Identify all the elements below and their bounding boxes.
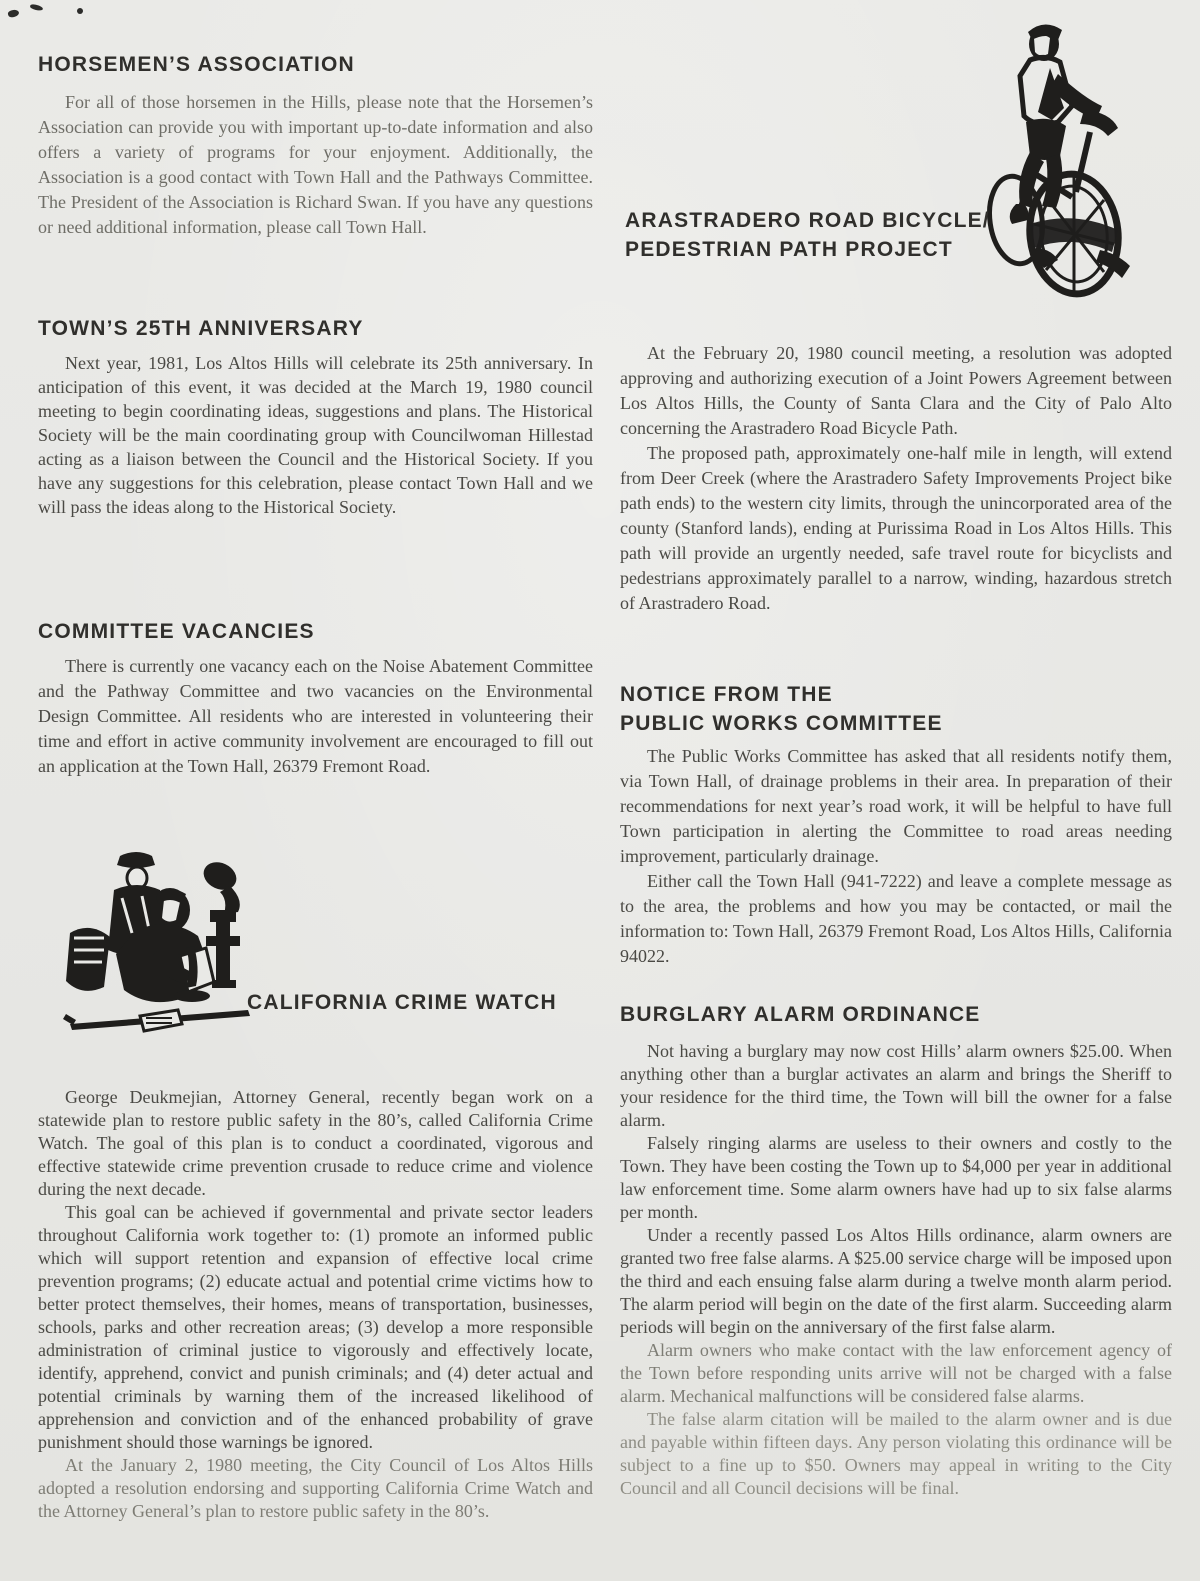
section-horsemens-association [38, 50, 593, 79]
section-towns-25th-anniversary [38, 314, 593, 343]
paragraph: Either call the Town Hall (941-7222) and leave a complete message as to the area, the problems and how you may be contacted, or mail the information to: Town Hall, 26379 Fremont Road, Los Altos Hills, California 94022. [620, 871, 1172, 966]
paragraph: The proposed path, approximately one-half mile in length, will extend from Deer Creek (where the Arastradero Safety Improvements Project bike path ends) to the western city limits, through the unincorporated area of the county (Stanford lands), ending at Purissima Road in Los Altos Hills. This path will provide an urgently needed, safe travel route for bicyclists and pedestrians approximately parallel to a narrow, winding, hazardous stretch of Arastradero Road. [620, 443, 1172, 613]
section-arastradero-path-project [625, 206, 1045, 264]
paragraph: Falsely ringing alarms are useless to their owners and costly to the Town. They have been costing the Town up to $4,000 per year in additional law enforcement time. Some alarm owners have had up to six false alarms per month. [620, 1133, 1172, 1222]
paragraph: George Deukmejian, Attorney General, recently began work on a statewide plan to restore public safety in the 80’s, called California Crime Watch. The goal of this plan is to conduct a coordinated, vigorous and effective statewide crime prevention crusade to reduce crime and violence during the next decade. [38, 1087, 593, 1199]
towns-25th-anniversary-body [38, 351, 593, 519]
paragraph: Alarm owners who make contact with the law enforcement agency of the Town before responding units arrive will not be charged with a false alarm. Mechanical malfunctions will be considered false alarms. [620, 1340, 1172, 1406]
section-heading-line1: NOTICE FROM THE [620, 683, 833, 706]
california-crime-watch-body [38, 1086, 593, 1523]
section-california-crime-watch [247, 988, 593, 1017]
paragraph: For all of those horsemen in the Hills, please note that the Horsemen’s Association can provide you with important up-to-date information and also offers a variety of programs for your enjoyment. Additionally, the Association is a good contact with Town Hall and the Pathways Committee. The President of the Association is Richard Swan. If you have any questions or need additional information, please call Town Hall. [38, 92, 593, 237]
horsemens-association-body [38, 90, 593, 240]
paragraph: Under a recently passed Los Altos Hills ordinance, alarm owners are granted two free false alarms. A $25.00 service charge will be imposed upon the third and each ensuing false alarm during a twelve month alarm period. The alarm period will begin on the date of the first alarm. Succeeding alarm periods will begin on the anniversary of the first false alarm. [620, 1225, 1172, 1337]
ink-speck [30, 4, 44, 12]
section-heading: HORSEMEN’S ASSOCIATION [38, 53, 355, 76]
paragraph: At the February 20, 1980 council meeting, a resolution was adopted approving and authorizing execution of a Joint Powers Agreement between Los Altos Hills, the County of Santa Clara and the City of Palo Alto concerning the Arastradero Road Bicycle Path. [620, 343, 1172, 438]
crime-watch-illustration [52, 838, 267, 1053]
ink-speck [7, 9, 19, 19]
paragraph: Not having a burglary may now cost Hills’ alarm owners $25.00. When anything other than a burglar activates an alarm and brings the Sheriff to your residence for the third time, the Town will bill the owner for a false alarm. [620, 1041, 1172, 1130]
committee-vacancies-body [38, 654, 593, 779]
section-public-works-notice [620, 680, 1172, 738]
section-heading: BURGLARY ALARM ORDINANCE [620, 1003, 981, 1026]
paragraph: There is currently one vacancy each on the Noise Abatement Committee and the Pathway Committee and two vacancies on the Environmental Design Committee. All residents who are interested in volunteering their time and effort in active community involvement are encouraged to fill out an application at the Town Hall, 26379 Fremont Road. [38, 656, 593, 776]
crime-watch-drawing [52, 838, 267, 1053]
section-heading: CALIFORNIA CRIME WATCH [247, 991, 557, 1014]
public-works-notice-body [620, 744, 1172, 969]
burglary-alarm-ordinance-body [620, 1040, 1172, 1500]
section-burglary-alarm-ordinance [620, 1000, 1172, 1029]
arastradero-path-body [620, 341, 1172, 616]
paragraph: The false alarm citation will be mailed to the alarm owner and is due and payable within fifteen days. Any person violating this ordinance will be subject to a fine up to $50. Owners may appeal in writing to the City Council and all Council decisions will be final. [620, 1409, 1172, 1498]
section-heading-line2: PUBLIC WORKS COMMITTEE [620, 712, 943, 735]
section-heading: COMMITTEE VACANCIES [38, 620, 315, 643]
paragraph: Next year, 1981, Los Altos Hills will celebrate its 25th anniversary. In anticipation of this event, it was decided at the March 19, 1980 council meeting to begin coordinating ideas, suggestions and plans. The Historical Society will be the main coordinating group with Councilwoman Hillestad acting as a liaison between the Council and the Historical Society. If you have any suggestions for this celebration, please contact Town Hall and we will pass the ideas along to the Historical Society. [38, 353, 593, 517]
paragraph: At the January 2, 1980 meeting, the City Council of Los Altos Hills adopted a resolution endorsing and supporting California Crime Watch and the Attorney General’s plan to restore public safety in the 80’s. [38, 1455, 593, 1521]
paragraph: The Public Works Committee has asked that all residents notify them, via Town Hall, of drainage problems in their area. In preparation of their recommendations for next year’s road work, it will be helpful to have full Town participation in alerting the Committee to road areas needing improvement, particularly drainage. [620, 746, 1172, 866]
section-heading-line2: PEDESTRIAN PATH PROJECT [625, 238, 953, 261]
section-heading-line1: ARASTRADERO ROAD BICYCLE/ [625, 209, 990, 232]
paragraph: This goal can be achieved if governmental and private sector leaders throughout California work together to: (1) promote an informed public which will support retention and expansion of effective local crime prevention programs; (2) educate actual and potential crime victims how to better protect themselves, their homes, means of transportation, businesses, schools, parks and other recreation areas; (3) develop a more responsible administration of criminal justice to vigorously and effectively locate, identify, apprehend, convict and punish criminals; and (4) deter actual and potential criminals by warning them of the increased likelihood of apprehension and conviction and of the enhanced probability of grave punishment should those warnings be ignored. [38, 1202, 593, 1452]
section-heading: TOWN’S 25TH ANNIVERSARY [38, 317, 364, 340]
section-committee-vacancies [38, 617, 593, 646]
ink-speck [77, 8, 83, 14]
